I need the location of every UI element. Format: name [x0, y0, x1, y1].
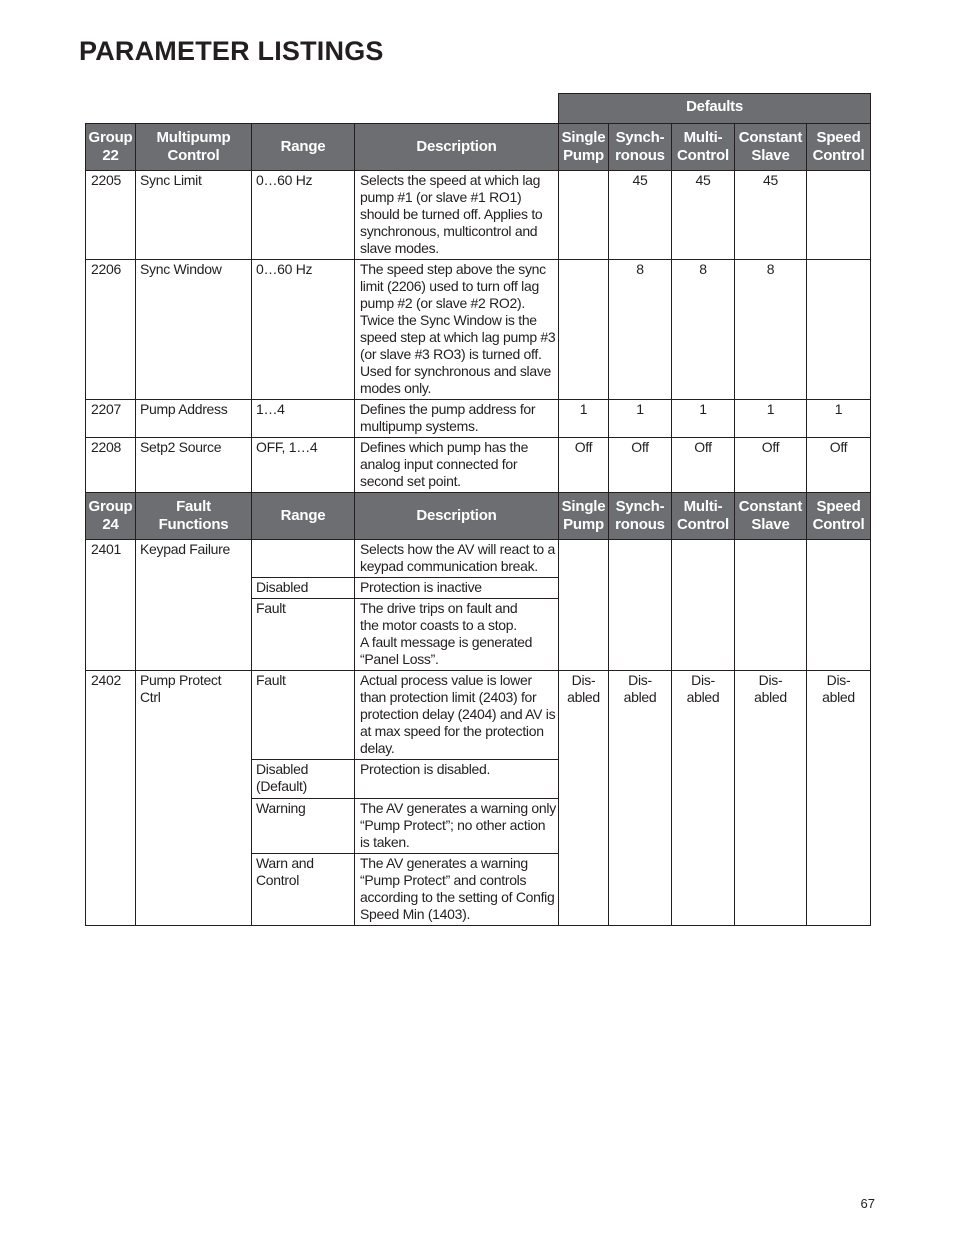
group22-header-row: [86, 124, 871, 171]
default-speed-control: [807, 171, 871, 260]
param-range: [252, 540, 355, 578]
param-description: The AV generates a warning “Pump Protect” and controls according to the setting of Config Speed Min (1403).: [355, 854, 559, 926]
group-header: Group 24: [86, 493, 136, 540]
default-speed-control: Off: [807, 438, 871, 493]
default-single-pump: 1: [559, 400, 609, 438]
default-speed-control: [807, 540, 871, 671]
default-synchronous: Dis- abled: [609, 671, 672, 926]
default-single-pump: [559, 540, 609, 671]
param-range: 0…60 Hz: [252, 260, 355, 400]
param-code: 2207: [86, 400, 136, 438]
param-range: OFF, 1…4: [252, 438, 355, 493]
default-constant-slave: Off: [735, 438, 807, 493]
name-header: Multipump Control: [136, 124, 252, 171]
default-speed-control: Dis- abled: [807, 671, 871, 926]
description-header: Description: [355, 124, 559, 171]
param-range: Disabled (Default): [252, 760, 355, 799]
param-range: Fault: [252, 599, 355, 671]
default-synchronous: 1: [609, 400, 672, 438]
param-range: Warning: [252, 799, 355, 854]
defaults-header: Defaults: [559, 94, 871, 124]
param-description: The speed step above the sync limit (2206) used to turn off lag pump #2 (or slave #2 RO2). Twice the Sync Window is the speed step at which lag pump #3 (or slave #3 RO3) is turned off. Used for synchronous and slave modes only.: [355, 260, 559, 400]
param-code: 2402: [86, 671, 136, 926]
page-number: 67: [860, 1196, 875, 1211]
param-description: Defines which pump has the analog input connected for second set point.: [355, 438, 559, 493]
table-row: [86, 540, 871, 578]
table-row: [86, 400, 871, 438]
param-description: The AV generates a warning only “Pump Protect”; no other action is taken.: [355, 799, 559, 854]
param-range: Warn and Control: [252, 854, 355, 926]
param-description: Protection is inactive: [355, 578, 559, 599]
table-row: [86, 438, 871, 493]
param-range: 1…4: [252, 400, 355, 438]
default-constant-slave: 1: [735, 400, 807, 438]
name-header: Fault Functions: [136, 493, 252, 540]
param-description: Selects the speed at which lag pump #1 (or slave #1 RO1) should be turned off. Applies to synchronous, multicontrol and slave modes.: [355, 171, 559, 260]
default-multi-control: Dis- abled: [672, 671, 735, 926]
default-single-pump: Off: [559, 438, 609, 493]
single-pump-header: Single Pump: [559, 124, 609, 171]
param-code: 2401: [86, 540, 136, 671]
speed-control-header: Speed Control: [807, 493, 871, 540]
table-row: [86, 671, 871, 760]
synchronous-header: Synch- ronous: [609, 493, 672, 540]
param-name: Pump Address: [136, 400, 252, 438]
default-constant-slave: Dis- abled: [735, 671, 807, 926]
default-speed-control: [807, 260, 871, 400]
default-constant-slave: [735, 540, 807, 671]
param-range: Disabled: [252, 578, 355, 599]
param-name: Sync Limit: [136, 171, 252, 260]
default-constant-slave: 45: [735, 171, 807, 260]
multi-control-header: Multi- Control: [672, 124, 735, 171]
param-name: Sync Window: [136, 260, 252, 400]
group24-header-row: [86, 493, 871, 540]
table-row: [86, 260, 871, 400]
default-single-pump: [559, 260, 609, 400]
default-synchronous: Off: [609, 438, 672, 493]
default-multi-control: 45: [672, 171, 735, 260]
default-synchronous: 45: [609, 171, 672, 260]
param-range: 0…60 Hz: [252, 171, 355, 260]
default-multi-control: [672, 540, 735, 671]
param-code: 2205: [86, 171, 136, 260]
default-synchronous: 8: [609, 260, 672, 400]
range-header: Range: [252, 124, 355, 171]
param-description: Selects how the AV will react to a keypad communication break.: [355, 540, 559, 578]
param-code: 2208: [86, 438, 136, 493]
param-description: The drive trips on fault and the motor coasts to a stop. A fault message is generated “Panel Loss”.: [355, 599, 559, 671]
param-description: Actual process value is lower than protection limit (2403) for protection delay (2404) and AV is at max speed for the protection delay.: [355, 671, 559, 760]
single-pump-header: Single Pump: [559, 493, 609, 540]
param-description: Protection is disabled.: [355, 760, 559, 799]
param-name: Pump Protect Ctrl: [136, 671, 252, 926]
table-row: [86, 171, 871, 260]
default-multi-control: Off: [672, 438, 735, 493]
parameter-table: [85, 93, 871, 926]
param-description: Defines the pump address for multipump systems.: [355, 400, 559, 438]
page-title: PARAMETER LISTINGS: [79, 36, 384, 66]
multi-control-header: Multi- Control: [672, 493, 735, 540]
param-range: Fault: [252, 671, 355, 760]
speed-control-header: Speed Control: [807, 124, 871, 171]
default-constant-slave: 8: [735, 260, 807, 400]
default-multi-control: 8: [672, 260, 735, 400]
default-single-pump: Dis- abled: [559, 671, 609, 926]
range-header: Range: [252, 493, 355, 540]
defaults-header-row: [86, 94, 871, 124]
default-single-pump: [559, 171, 609, 260]
param-code: 2206: [86, 260, 136, 400]
param-name: Keypad Failure: [136, 540, 252, 671]
constant-slave-header: Constant Slave: [735, 124, 807, 171]
description-header: Description: [355, 493, 559, 540]
constant-slave-header: Constant Slave: [735, 493, 807, 540]
group-header: Group 22: [86, 124, 136, 171]
default-synchronous: [609, 540, 672, 671]
synchronous-header: Synch- ronous: [609, 124, 672, 171]
default-multi-control: 1: [672, 400, 735, 438]
default-speed-control: 1: [807, 400, 871, 438]
param-name: Setp2 Source: [136, 438, 252, 493]
